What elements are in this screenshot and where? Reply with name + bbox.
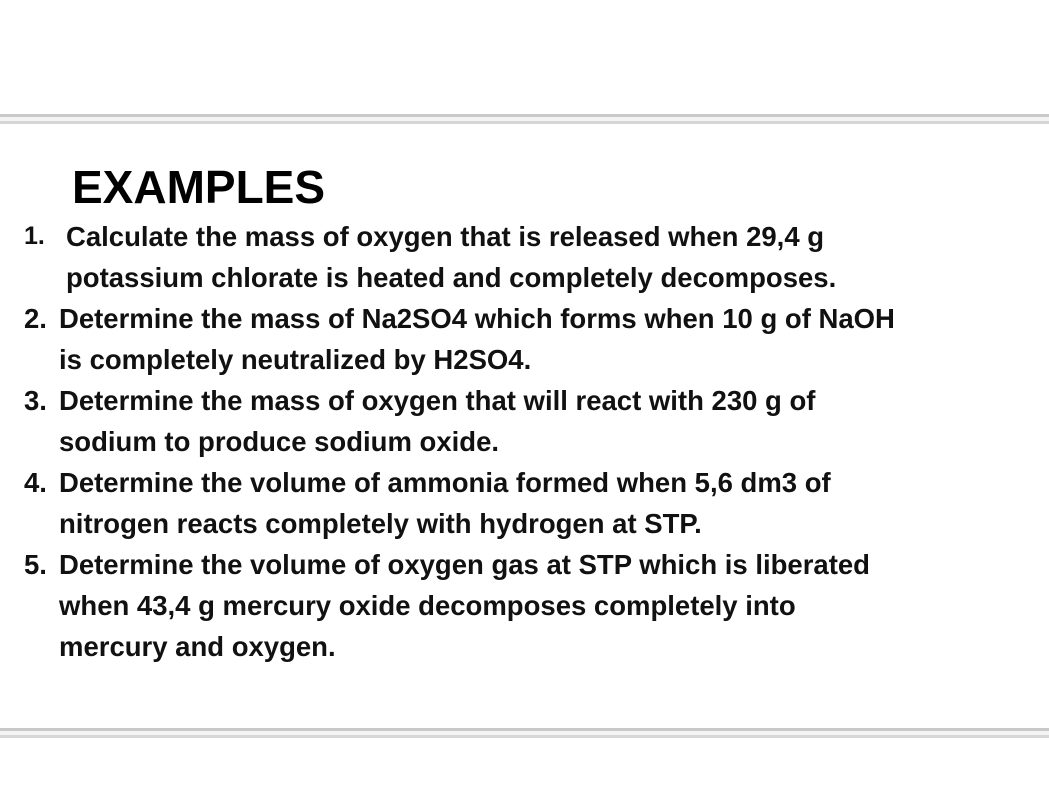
list-item bbox=[24, 216, 1034, 298]
item-line: mercury and oxygen. bbox=[59, 631, 336, 662]
list-item bbox=[24, 380, 1034, 462]
top-divider bbox=[0, 114, 1049, 126]
item-line: potassium chlorate is heated and completely decomposes. bbox=[66, 262, 837, 293]
examples-list bbox=[24, 216, 1034, 667]
item-line: Calculate the mass of oxygen that is released when 29,4 g bbox=[66, 221, 825, 252]
item-number: 1. bbox=[24, 222, 45, 250]
item-line: when 43,4 g mercury oxide decomposes completely into bbox=[59, 590, 796, 621]
slide-title: EXAMPLES bbox=[72, 161, 326, 213]
item-number: 2. bbox=[24, 303, 47, 334]
item-line: is completely neutralized by H2SO4. bbox=[59, 344, 532, 375]
item-line: sodium to produce sodium oxide. bbox=[59, 426, 500, 457]
item-number: 3. bbox=[24, 385, 47, 416]
item-line: Determine the volume of ammonia formed when 5,6 dm3 of bbox=[59, 467, 831, 498]
item-number: 5. bbox=[24, 549, 47, 580]
item-number: 4. bbox=[24, 467, 47, 498]
bottom-divider bbox=[0, 728, 1049, 740]
item-line: nitrogen reacts completely with hydrogen at STP. bbox=[59, 508, 702, 539]
item-line: Determine the mass of Na2SO4 which forms when 10 g of NaOH bbox=[59, 303, 895, 334]
list-item bbox=[24, 462, 1034, 544]
list-item bbox=[24, 544, 1034, 667]
list-item bbox=[24, 298, 1034, 380]
item-line: Determine the mass of oxygen that will react with 230 g of bbox=[59, 385, 816, 416]
item-line: Determine the volume of oxygen gas at STP which is liberated bbox=[59, 549, 870, 580]
